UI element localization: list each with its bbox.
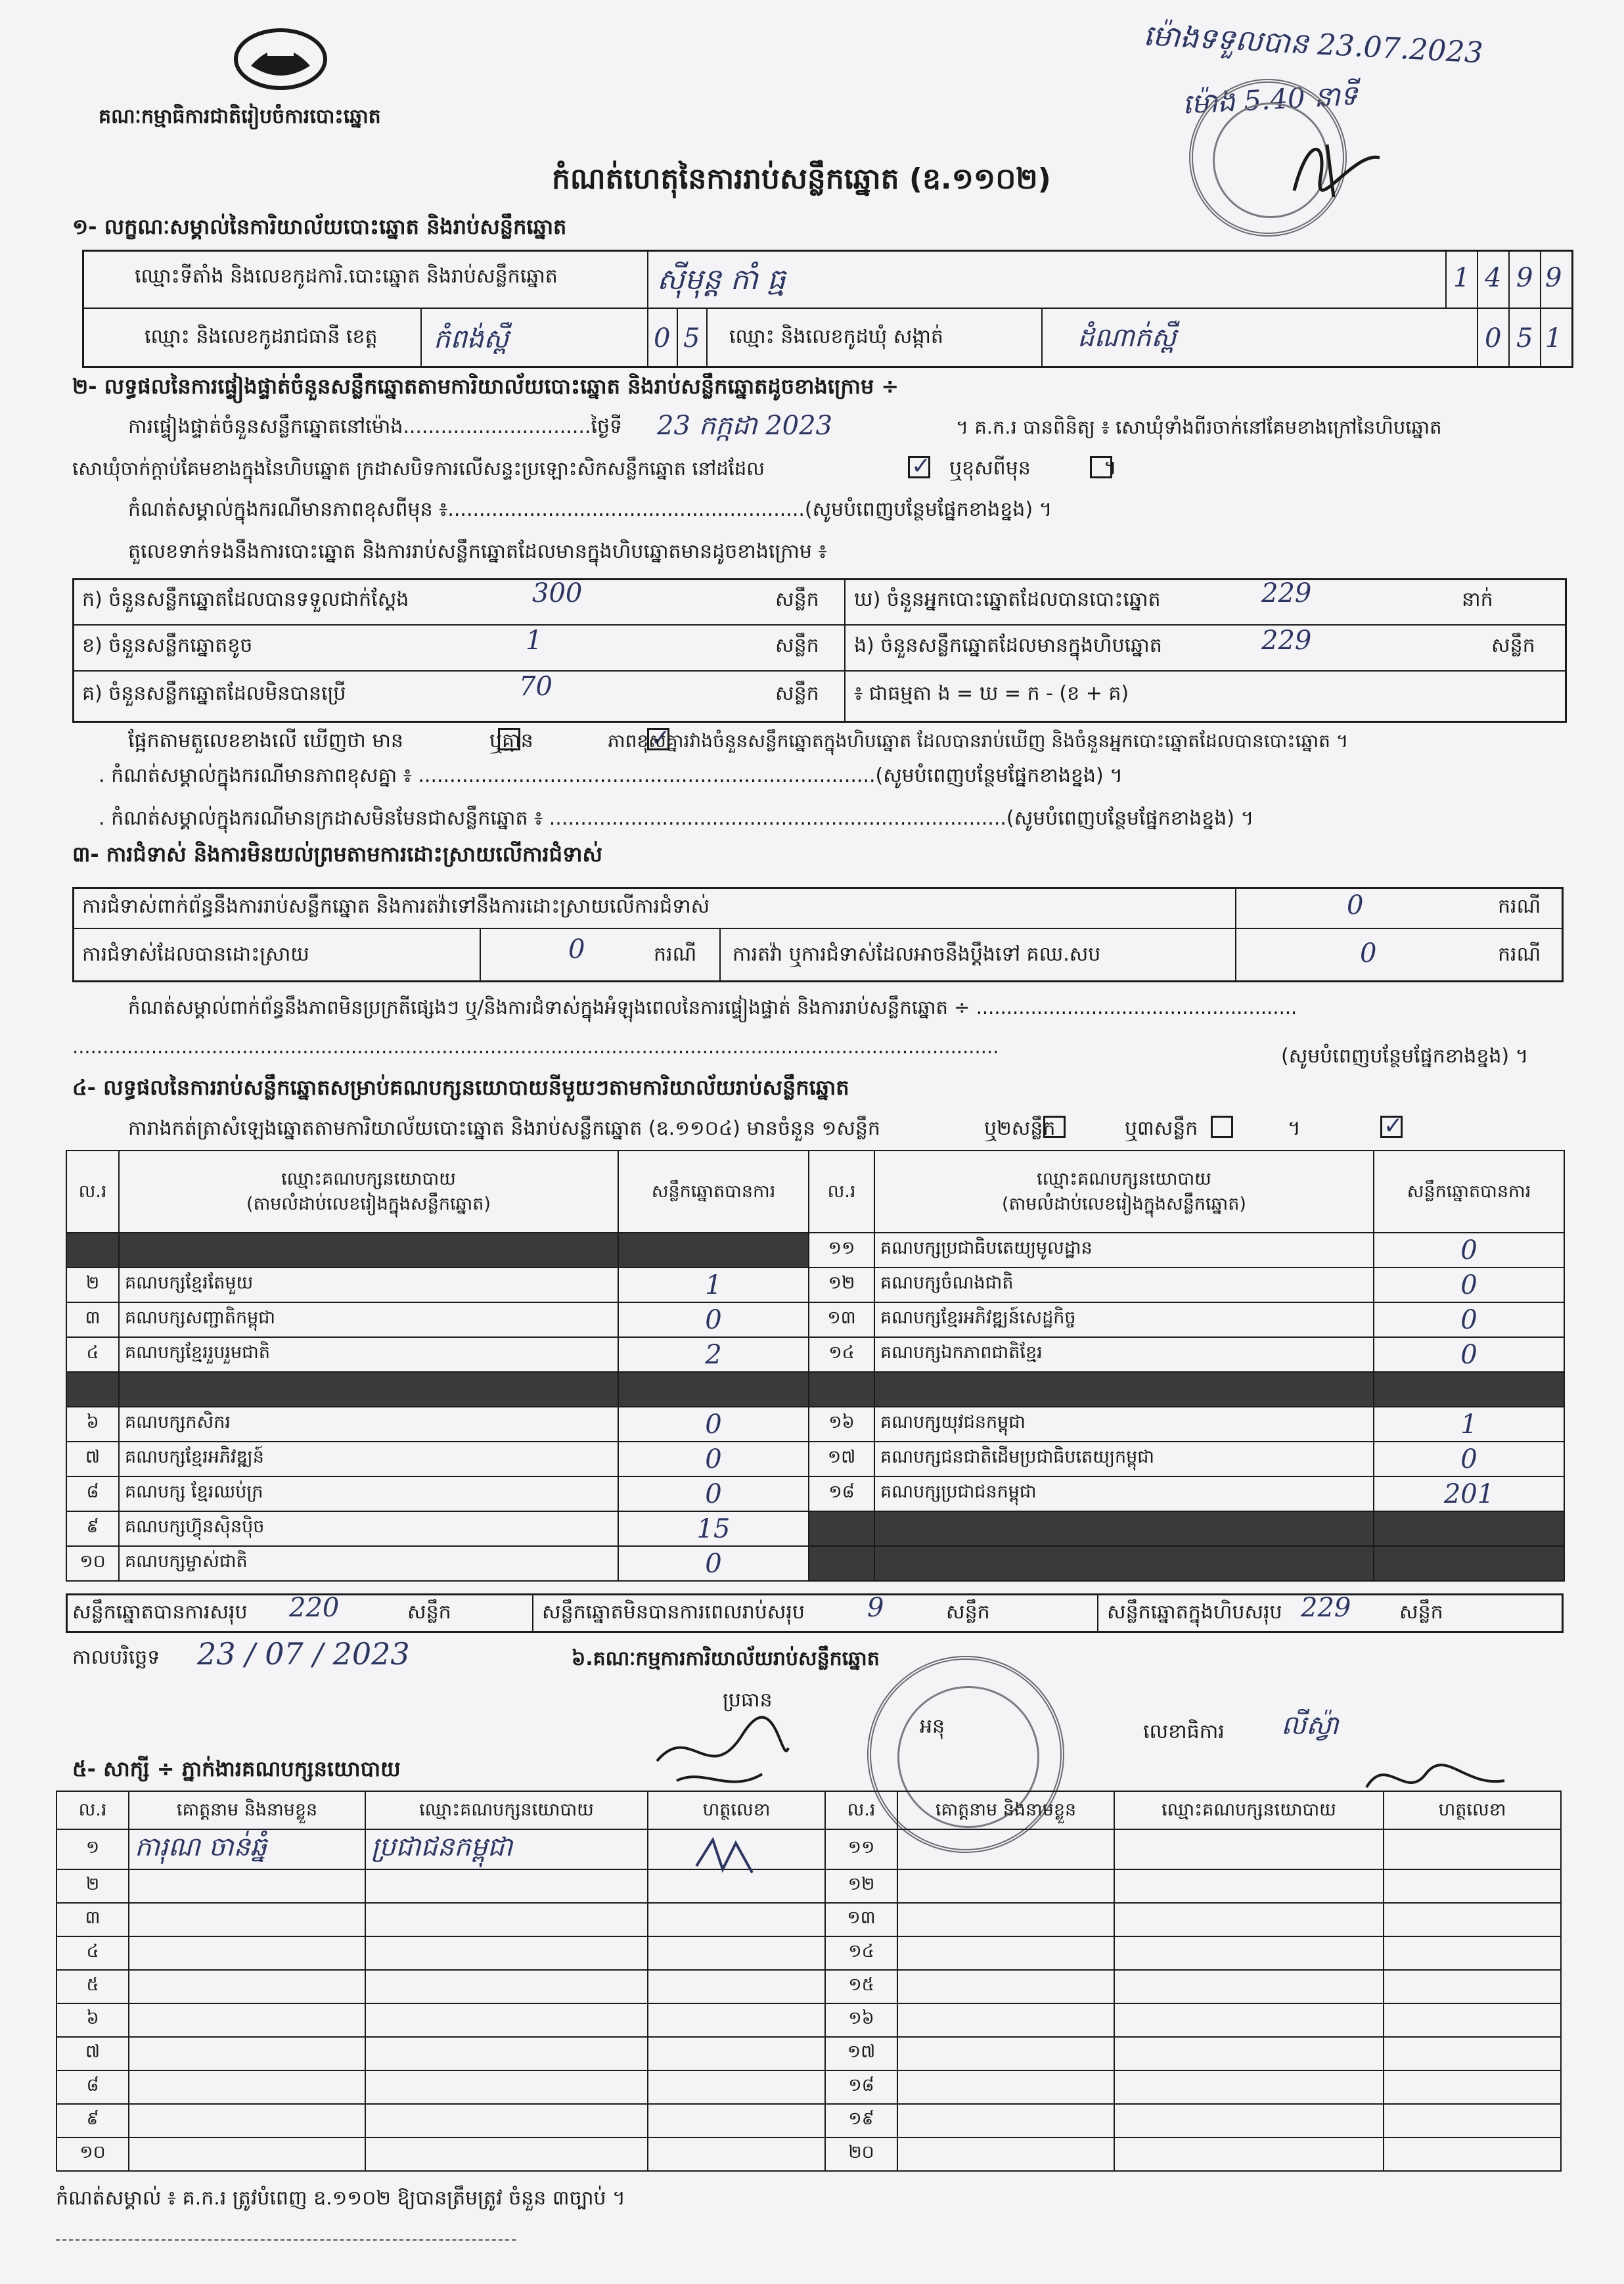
witness-signature <box>690 1833 769 1879</box>
station-code-4: 9 <box>1545 263 1562 293</box>
witness-party-left[interactable] <box>365 2137 648 2171</box>
results-row <box>66 1372 1564 1407</box>
witness-row <box>56 2070 1561 2104</box>
appeal-value: 0 <box>1360 938 1377 969</box>
discrepancy-rest: ភាពខុសគ្នារវាងចំនួនសន្លឹកឆ្នោតក្នុងហិបឆ្នោត ដែលបានរាប់ឃើញ និងចំនួនអ្នកបោះឆ្នោតដែលបានបោះឆ្នោត ។ <box>608 730 1349 752</box>
results-row <box>66 1476 1564 1511</box>
witness-no-right: ១២ <box>825 1869 897 1903</box>
spoiled-ballots-value: 1 <box>526 626 543 656</box>
seal-same-checkbox[interactable] <box>908 456 930 478</box>
witness-name-left[interactable] <box>129 1869 365 1903</box>
witness-sign-right[interactable] <box>1384 2037 1561 2070</box>
witness-party-left[interactable] <box>365 1970 648 2003</box>
seal-line: សោឃុំចាក់ក្ដាប់គែមខាងក្នុងនៃហិបឆ្នោត ក្រដាសបិទការលើសន្ទះប្រឡោះសិកសន្លឹកឆ្នោត នៅដដែល <box>72 457 765 480</box>
right-votes-cell <box>1374 1546 1564 1581</box>
right-name-cell: គណបក្សឯកភាពជាតិខ្មែរ <box>874 1337 1374 1372</box>
station-code-1: 1 <box>1453 263 1470 293</box>
witness-no-left: ៣ <box>56 1903 129 1936</box>
witness-row <box>56 1970 1561 2003</box>
deputy-label: អនុ <box>920 1715 945 1738</box>
commune-code-3: 1 <box>1545 323 1562 354</box>
witness-no-right: ១៣ <box>825 1903 897 1936</box>
witness-row <box>56 1829 1561 1869</box>
witness-sign-right[interactable] <box>1384 2003 1561 2037</box>
witness-name-right[interactable] <box>897 1829 1114 1869</box>
witness-party-right[interactable] <box>1114 1829 1384 1869</box>
left-no-cell: ៣ <box>66 1302 119 1337</box>
witness-party-right[interactable] <box>1114 2037 1384 2070</box>
witness-party-right[interactable] <box>1114 1869 1384 1903</box>
right-no-cell <box>809 1511 874 1546</box>
voters-value: 229 <box>1261 578 1312 608</box>
station-code-3: 9 <box>1516 263 1533 293</box>
station-code-2: 4 <box>1485 263 1502 293</box>
received-ballots-unit: សន្លឹក <box>775 588 819 611</box>
box-ballots-value: 229 <box>1261 626 1312 656</box>
witness-name-left[interactable] <box>129 1936 365 1970</box>
witness-no-left: ៦ <box>56 2003 129 2037</box>
left-no-cell: ៦ <box>66 1407 119 1442</box>
left-name-cell: គណបក្សហ៊្វុនស៊ិនប៉ិច <box>119 1511 618 1546</box>
right-no-cell: ១៨ <box>809 1476 874 1511</box>
document-page: គណៈកម្មាធិការជាតិរៀបចំការបោះឆ្នោត ម៉ោងទទួលបាន 23.07.2023 ម៉ោង 5.40 នាទី កំណត់ហេតុនៃការរាប់សន្លឹកឆ្នោត (ឧ.១១០២) ១- លក្ខណៈសម្គាល់នៃការិយាល័យបោះឆ្នោត និងរាប់សន្លឹកឆ្នោត ឈ្មោះទីតាំង និងលេខកូដការិ.បោះឆ្នោត និងរាប់សន្លឹកឆ្នោត ស៊ីមុន្ត កាំ ធ្ម 1 4 9 9 ឈ្មោះ និងលេខកូដរាជធានី ខេត្ត កំពង់ស្ពឺ 0 5 ឈ្មោះ និងលេខកូដឃុំ សង្កាត់ ដំណាក់ស្ពឺ 0 5 1 ២- លទ្ធផលនៃការផ្ទៀងផ្ទាត់ចំនួនសន្លឹកឆ្នោតតាមការិយាល័យបោះឆ្នោត និងរាប់សន្លឹកឆ្នោតដូចខាងក្រោម ÷ ការផ្ទៀងផ្ទាត់ចំនួនសន្លឹកឆ្នោតនៅម៉ោង..............................ថ្ងៃទី 23 កក្កដា 2023 ។ គ.ក.រ បានពិនិត្យ ៖ សោឃុំទាំងពីរចាក់នៅគែមខាងក្រៅនៃហិបឆ្នោត សោឃុំចាក់ក្ដាប់គែមខាងក្នុងនៃហិបឆ្នោត ក្រដាសបិទការលើសន្ទះប្រឡោះសិកសន្លឹកឆ្នោត នៅដដែល ✓ ឬខុសពីមុន ។ កំណត់សម្គាល់ក្នុងករណីមានភាពខុសពីមុន ៖.........................................................(សូមបំពេញបន្ថែមផ្នែកខាងខ្នង) ។ តួលេខទាក់ទងនឹងការបោះឆ្នោត និងការរាប់សន្លឹកឆ្នោតដែលមានក្នុងហិបឆ្នោតមានដូចខាងក្រោម ៖ ក) ចំនួនសន្លឹកឆ្នោតដែលបានទទួលជាក់ស្ដែង 300 សន្លឹក ខ) ចំនួនសន្លឹកឆ្នោតខូច 1 សន្លឹក គ) ចំនួនសន្លឹកឆ្នោតដែលមិនបានប្រើ 70 សន្លឹក ឃ) ចំនួនអ្នកបោះឆ្នោតដែលបានបោះឆ្នោត 229 នាក់ ង) ចំនួនសន្លឹកឆ្នោតដែលមានក្នុងហិបឆ្នោត 229 សន្លឹក ៖ ជាធម្មតា ង = ឃ = ក - (ខ + គ) ផ្អែកតាមតួលេខខាងលើ ឃើញថា មាន ឬគ្មាន ✓ ភាពខុសគ្នារវាងចំនួនសន្លឹកឆ្នោតក្នុងហិបឆ្នោត ដែលបានរាប់ឃើញ និងចំនួនអ្នកបោះឆ្នោតដែលបានបោះឆ្នោត ។ . កំណត់សម្គាល់ក្នុងករណីមានភាពខុសគ្នា ៖ .........................................................................(សូមបំពេញបន្ថែមផ្នែកខាងខ្នង) ។ . កំណត់សម្គាល់ក្នុងករណីមានក្រដាសមិនមែនជាសន្លឹកឆ្នោត ៖ .........................................................................(សូមបំពេញបន្ថែមផ្នែកខាងខ្នង) ។ ៣- ការជំទាស់ និងការមិនយល់ព្រមតាមការដោះស្រាយលើការជំទាស់ ការជំទាស់ពាក់ព័ន្ធនឹងការរាប់សន្លឹកឆ្នោត និងការតវ៉ាទៅនឹងការដោះស្រាយលើការជំទាស់ 0 ករណី ការជំទាស់ដែលបានដោះស្រាយ 0 ករណី ការតវ៉ា ឬការជំទាស់ដែលអាចនឹងប្ដឹងទៅ គឈ.សប 0 ករណី កំណត់សម្គាល់ពាក់ព័ន្ធនឹងភាពមិនប្រក្រតីផ្សេងៗ ឬ/និងការជំទាស់ក្នុងអំឡុងពេលនៃការផ្ទៀងផ្ទាត់ និងការរាប់សន្លឹកឆ្នោត ÷ ..................................................... ......................................................................................................................................................... (សូមបំពេញបន្ថែមផ្នែកខាងខ្នង) ។ ៤- លទ្ធផលនៃការរាប់សន្លឹកឆ្នោតសម្រាប់គណបក្សនយោបាយនីមួយៗតាមការិយាល័យរាប់សន្លឹកឆ្នោត ការាងកត់ត្រាសំឡេងឆ្នោតតាមការិយាល័យបោះឆ្នោត និងរាប់សន្លឹកឆ្នោត (ឧ.១១០៤) មានចំនួន ១សន្លឹក ឬ២សន្លឹក ឬ៣សន្លឹក ✓ ។ ល.រ ឈ្មោះគណបក្សនយោបាយ (តាមលំដាប់លេខរៀងក្នុងសន្លឹកឆ្នោត) សន្លឹកឆ្នោតបានការ ល.រ ឈ្មោះគណបក្សនយោបាយ (តាមលំដាប់លេខរៀងក្នុងសន្លឹកឆ្នោត) សន្លឹកឆ្នោតបានការ ១១ គណបក្សប្រជាធិបតេយ្យមូលដ្ឋាន 0 ២ គណបក្សខ្មែរតែមួយ 1 ១២ គណបក្សចំណងជាតិ 0 ៣ គណបក្សសញ្ជាតិកម្ពុជា 0 ១៣ គណបក្សខ្មែរអភិវឌ្ឍន៍សេដ្ឋកិច្ច 0 ៤ គណបក្សខ្មែររួបរួមជាតិ 2 ១៤ គណបក្សឯកភាពជាតិខ្មែរ 0 ៦ គណបក្សកសិករ 0 ១៦ គណបក្សយុវជនកម្ពុជា 1 ៧ គណបក្សខ្មែរអភិវឌ្ឍន៍ 0 ១៧ គណបក្សជនជាតិដើមប្រជាធិបតេយ្យកម្ពុជា 0 ៨ គណបក្ស ខ្មែរឈប់ក្រ 0 ១៨ គណបក្សប្រជាជនកម្ពុជា 201 ៩ គណបក្សហ៊្វុនស៊ិនប៉ិច 15 ១០ គណបក្សម្ចាស់ជាតិ 0 សន្លឹកឆ្នោតបានការសរុប 220 សន្លឹក សន្លឹកឆ្នោតមិនបានការពេលរាប់សរុប 9 សន្លឹក សន្លឹកឆ្នោតក្នុងហិបសរុប 229 សន្លឹក កាលបរិច្ឆេទ 23 / 07 / 2023 ៦.គណៈកម្មការការិយាល័យរាប់សន្លឹកឆ្នោត ប្រធាន អនុ លេខាធិការ លីស្វ៉ា ៥- សាក្សី ÷ ភ្នាក់ងារគណបក្សនយោបាយ ល.រ គោត្តនាម និងនាមខ្លួន ឈ្មោះគណបក្សនយោបាយ ហត្ថលេខា ល.រ គោត្តនាម និងនាមខ្លួន ឈ្មោះគណបក្សនយោបាយ ហត្ថលេខា ១ ការុណ ចាន់ឆ្នំ ប្រជាជនកម្ពុជា ១១ ២ ១២ ៣ ១៣ ៤ ១៤ ៥ ១៥ ៦ ១៦ ៧ ១៧ ៨ ១៨ ៩ ១៩ ១០ ២០ កំណត់សម្គាល់ ៖ គ.ក.រ ត្រូវបំពេញ ឧ.១១០២ ឱ្យបានត្រឹមត្រូវ ចំនួន ៣ច្បាប់ ។ <box>0 0 1624 2284</box>
col-party-right: ឈ្មោះគណបក្សនយោបាយ (តាមលំដាប់លេខរៀងក្នុងសន្លឹកឆ្នោត) <box>874 1151 1374 1233</box>
left-votes-cell: 0 <box>618 1407 809 1442</box>
witness-no-right: ១៦ <box>825 2003 897 2037</box>
resolved-unit: ករណី <box>654 943 697 966</box>
left-votes-cell: 15 <box>618 1511 809 1546</box>
verify-date-value: 23 កក្កដា 2023 <box>657 411 832 441</box>
witness-sign-left[interactable] <box>648 2070 825 2104</box>
tally-2-checkbox[interactable] <box>1211 1116 1233 1138</box>
received-time-note: ម៉ោង 5.40 នាទី <box>1181 79 1359 120</box>
witness-no-left: ២ <box>56 1869 129 1903</box>
right-no-cell <box>809 1372 874 1407</box>
party-results-table <box>66 1150 1565 1582</box>
witness-party-left[interactable] <box>365 2037 648 2070</box>
witness-sign-left[interactable] <box>648 2037 825 2070</box>
witness-row <box>56 1936 1561 1970</box>
witness-sign-left[interactable] <box>648 1903 825 1936</box>
left-no-cell: ៩ <box>66 1511 119 1546</box>
spoiled-ballots-unit: សន្លឹក <box>775 634 819 657</box>
witness-row <box>56 2104 1561 2137</box>
witness-row <box>56 2003 1561 2037</box>
unused-ballots-value: 70 <box>519 672 553 702</box>
resolved-label: ការជំទាស់ដែលបានដោះស្រាយ <box>82 943 309 966</box>
secretary-name: លីស្វ៉ា <box>1281 1710 1340 1741</box>
objection-total-label: ការជំទាស់ពាក់ព័ន្ធនឹងការរាប់សន្លឹកឆ្នោត និងការតវ៉ាទៅនឹងការដោះស្រាយលើការជំទាស់ <box>82 895 710 918</box>
province-value: កំពង់ស្ពឺ <box>434 324 509 354</box>
right-votes-cell: 0 <box>1374 1233 1564 1268</box>
commune-value: ដំណាក់ស្ពឺ <box>1077 323 1177 353</box>
total-valid-unit: សន្លឹក <box>407 1601 451 1624</box>
total-box-value: 229 <box>1301 1593 1351 1623</box>
witness-sign-left[interactable] <box>648 1970 825 2003</box>
left-no-cell: ៤ <box>66 1337 119 1372</box>
witness-no-right: ១៥ <box>825 1970 897 2003</box>
results-row <box>66 1442 1564 1476</box>
resolved-value: 0 <box>568 934 585 965</box>
witness-no-left: ៤ <box>56 1936 129 1970</box>
total-invalid-value: 9 <box>867 1593 884 1623</box>
w-col-sign-right: ហត្ថលេខា <box>1384 1791 1561 1829</box>
col-no-left: ល.រ <box>66 1151 119 1233</box>
committee-label: ៦.គណៈកម្មការការិយាល័យរាប់សន្លឹកឆ្នោត <box>572 1647 880 1670</box>
irregularity-note-end: (សូមបំពេញបន្ថែមផ្នែកខាងខ្នង) ។ <box>1281 1045 1529 1068</box>
witness-sign-right[interactable] <box>1384 2137 1561 2171</box>
witness-name-left[interactable] <box>129 2037 365 2070</box>
seal-note-line: កំណត់សម្គាល់ក្នុងករណីមានភាពខុសពីមុន ៖.........................................................(សូមបំពេញបន្ថែមផ្នែកខាងខ្នង) ។ <box>128 498 1052 521</box>
right-no-cell: ១៦ <box>809 1407 874 1442</box>
right-no-cell: ១៣ <box>809 1302 874 1337</box>
right-votes-cell: 0 <box>1374 1302 1564 1337</box>
witness-sign-left[interactable] <box>648 2137 825 2171</box>
left-votes-cell <box>618 1233 809 1268</box>
results-row <box>66 1511 1564 1546</box>
voters-unit: នាក់ <box>1462 588 1493 611</box>
total-valid-label: សន្លឹកឆ្នោតបានការសរុប <box>72 1601 248 1624</box>
w-col-sign-left: ហត្ថលេខា <box>648 1791 825 1829</box>
commune-code-1: 0 <box>1485 323 1502 354</box>
right-no-cell: ១១ <box>809 1233 874 1268</box>
witness-sign-right[interactable] <box>1384 2104 1561 2137</box>
results-row <box>66 1407 1564 1442</box>
spoiled-ballots-label: ខ) ចំនួនសន្លឹកឆ្នោតខូច <box>82 634 253 657</box>
witness-name-right[interactable] <box>897 2003 1114 2037</box>
witness-no-right: ១៨ <box>825 2070 897 2104</box>
discrepancy-no-label: ឬគ្មាន <box>489 729 533 752</box>
tally-2-label: ឬ២សន្លឹក <box>984 1117 1056 1140</box>
section4-heading: ៤- លទ្ធផលនៃការរាប់សន្លឹកឆ្នោតសម្រាប់គណបក្សនយោបាយនីមួយៗតាមការិយាល័យរាប់សន្លឹកឆ្នោត <box>72 1075 849 1100</box>
received-ballots-label: ក) ចំនួនសន្លឹកឆ្នោតដែលបានទទួលជាក់ស្ដែង <box>82 588 409 611</box>
right-name-cell <box>874 1511 1374 1546</box>
right-name-cell: គណបក្សប្រជាធិបតេយ្យមូលដ្ឋាន <box>874 1233 1374 1268</box>
chair-label: ប្រធាន <box>723 1689 773 1712</box>
total-invalid-label: សន្លឹកឆ្នោតមិនបានការពេលរាប់សរុប <box>542 1601 805 1624</box>
box-ballots-unit: សន្លឹក <box>1491 634 1535 657</box>
w-col-party-right: ឈ្មោះគណបក្សនយោបាយ <box>1114 1791 1384 1829</box>
witness-name-right[interactable] <box>897 1936 1114 1970</box>
right-name-cell: គណបក្សខ្មែរអភិវឌ្ឍន៍សេដ្ឋកិច្ច <box>874 1302 1374 1337</box>
witness-name-left[interactable] <box>129 2070 365 2104</box>
discrepancy-note: . កំណត់សម្គាល់ក្នុងករណីមានភាពខុសគ្នា ៖ .........................................................................(សូមបំពេញបន្ថែមផ្នែកខាងខ្នង) ។ <box>99 764 1123 787</box>
voters-label: ឃ) ចំនួនអ្នកបោះឆ្នោតដែលបានបោះឆ្នោត <box>854 588 1161 611</box>
verify-line-end: ។ គ.ក.រ បានពិនិត្យ ៖ សោឃុំទាំងពីរចាក់នៅគែមខាងក្រៅនៃហិបឆ្នោត <box>956 416 1442 438</box>
results-row <box>66 1233 1564 1268</box>
left-name-cell: គណបក្សសញ្ជាតិកម្ពុជា <box>119 1302 618 1337</box>
station-name-value: ស៊ីមុន្ត កាំ ធ្ម <box>657 263 786 296</box>
col-no-right: ល.រ <box>809 1151 874 1233</box>
results-row <box>66 1268 1564 1302</box>
witness-no-left: ១ <box>56 1829 129 1869</box>
total-valid-value: 220 <box>289 1593 340 1623</box>
unused-ballots-unit: សន្លឹក <box>775 682 819 705</box>
witness-no-right: ១៧ <box>825 2037 897 2070</box>
discrepancy-line: ផ្អែកតាមតួលេខខាងលើ ឃើញថា មាន <box>128 729 403 752</box>
witness-party-left[interactable] <box>365 2070 648 2104</box>
received-ballots-value: 300 <box>532 578 583 608</box>
witness-name-left[interactable] <box>129 2003 365 2037</box>
objection-total-unit: ករណី <box>1498 895 1541 918</box>
witness-party-left[interactable]: ប្រជាជនកម្ពុជា <box>365 1829 648 1869</box>
total-box-unit: សន្លឹក <box>1399 1601 1443 1624</box>
witness-no-left: ១០ <box>56 2137 129 2171</box>
witness-name-left[interactable] <box>129 1970 365 2003</box>
emblem-logo-icon <box>231 26 330 92</box>
witness-name-right[interactable] <box>897 2037 1114 2070</box>
witness-party-left[interactable] <box>365 1903 648 1936</box>
appeal-label: ការតវ៉ា ឬការជំទាស់ដែលអាចនឹងប្ដឹងទៅ គឈ.សប <box>733 943 1101 966</box>
witness-no-left: ៧ <box>56 2037 129 2070</box>
witness-sign-left[interactable] <box>648 2003 825 2037</box>
date-label: កាលបរិច្ឆេទ <box>72 1646 160 1669</box>
left-name-cell: គណបក្សខ្មែររួបរួមជាតិ <box>119 1337 618 1372</box>
left-name-cell: គណបក្សម្ចាស់ជាតិ <box>119 1546 618 1581</box>
left-votes-cell: 2 <box>618 1337 809 1372</box>
witness-no-left: ៨ <box>56 2070 129 2104</box>
appeal-unit: ករណី <box>1498 943 1541 966</box>
col-votes-left: សន្លឹកឆ្នោតបានការ <box>618 1151 809 1233</box>
left-no-cell: ២ <box>66 1268 119 1302</box>
footer-note: កំណត់សម្គាល់ ៖ គ.ក.រ ត្រូវបំពេញ ឧ.១១០២ ឱ្យបានត្រឹមត្រូវ ចំនួន ៣ច្បាប់ ។ <box>56 2187 625 2210</box>
chair-signature <box>650 1708 795 1800</box>
province-code-2: 5 <box>683 323 700 354</box>
right-name-cell: គណបក្សចំណងជាតិ <box>874 1268 1374 1302</box>
right-name-cell: គណបក្សជនជាតិដើមប្រជាធិបតេយ្យកម្ពុជា <box>874 1442 1374 1476</box>
commune-label: ឈ្មោះ និងលេខកូដឃុំ សង្កាត់ <box>729 325 943 348</box>
witness-party-right[interactable] <box>1114 2003 1384 2037</box>
right-name-cell: គណបក្សប្រជាជនកម្ពុជា <box>874 1476 1374 1511</box>
left-name-cell <box>119 1372 618 1407</box>
witness-name-left[interactable] <box>129 2104 365 2137</box>
witness-sign-right[interactable] <box>1384 2070 1561 2104</box>
witness-sign-right[interactable] <box>1384 1903 1561 1936</box>
left-no-cell: ៨ <box>66 1476 119 1511</box>
right-no-cell: ១៤ <box>809 1337 874 1372</box>
witness-party-left[interactable] <box>365 2104 648 2137</box>
witness-name-left[interactable]: ការុណ ចាន់ឆ្នំ <box>129 1829 365 1869</box>
witness-name-right[interactable] <box>897 2070 1114 2104</box>
formula-note: ៖ ជាធម្មតា ង = ឃ = ក - (ខ + គ) <box>854 682 1129 705</box>
witness-party-right[interactable] <box>1114 2070 1384 2104</box>
witness-no-right: ២០ <box>825 2137 897 2171</box>
right-no-cell <box>809 1546 874 1581</box>
witness-name-right[interactable] <box>897 1903 1114 1936</box>
commune-code-2: 5 <box>1516 323 1533 354</box>
section5-heading: ៥- សាក្សី ÷ ភ្នាក់ងារគណបក្សនយោបាយ <box>72 1756 401 1781</box>
witness-row <box>56 2137 1561 2171</box>
right-votes-cell: 0 <box>1374 1337 1564 1372</box>
left-votes-cell: 0 <box>618 1302 809 1337</box>
results-row <box>66 1337 1564 1372</box>
witness-no-right: ១៩ <box>825 2104 897 2137</box>
w-col-party-left: ឈ្មោះគណបក្សនយោបាយ <box>365 1791 648 1829</box>
right-votes-cell: 201 <box>1374 1476 1564 1511</box>
witness-no-right: ១១ <box>825 1829 897 1869</box>
signature-top <box>1281 131 1399 204</box>
witness-name-right[interactable] <box>897 2137 1114 2171</box>
witness-row <box>56 1869 1561 1903</box>
witness-party-left[interactable] <box>365 2003 648 2037</box>
date-value: 23 / 07 / 2023 <box>197 1636 410 1672</box>
right-no-cell: ១២ <box>809 1268 874 1302</box>
witness-row <box>56 2037 1561 2070</box>
tally-3-label: ឬ៣សន្លឹក <box>1125 1117 1198 1140</box>
witness-sign-right[interactable] <box>1384 1936 1561 1970</box>
section3-heading: ៣- ការជំទាស់ និងការមិនយល់ព្រមតាមការដោះស្រាយលើការជំទាស់ <box>72 842 602 867</box>
left-no-cell <box>66 1233 119 1268</box>
non-ballot-note: . កំណត់សម្គាល់ក្នុងករណីមានក្រដាសមិនមែនជាសន្លឹកឆ្នោត ៖ .........................................................................(សូមបំពេញបន្ថែមផ្នែកខាងខ្នង) ។ <box>99 807 1254 830</box>
seal-changed-label: ឬខុសពីមុន <box>949 457 1031 480</box>
w-col-no-right: ល.រ <box>825 1791 897 1829</box>
witness-party-left[interactable] <box>365 1869 648 1903</box>
witness-sign-right[interactable] <box>1384 1829 1561 1869</box>
right-no-cell: ១៧ <box>809 1442 874 1476</box>
unused-ballots-label: គ) ចំនួនសន្លឹកឆ្នោតដែលមិនបានប្រើ <box>82 682 346 705</box>
w-col-name-left: គោត្តនាម និងនាមខ្លួន <box>129 1791 365 1829</box>
figures-intro: តួលេខទាក់ទងនឹងការបោះឆ្នោត និងការរាប់សន្លឹកឆ្នោតដែលមានក្នុងហិបឆ្នោតមានដូចខាងក្រោម ៖ <box>128 540 827 563</box>
right-name-cell <box>874 1546 1374 1581</box>
witness-name-right[interactable] <box>897 1869 1114 1903</box>
witness-sign-right[interactable] <box>1384 1970 1561 2003</box>
left-name-cell: គណបក្សកសិករ <box>119 1407 618 1442</box>
left-no-cell: ៧ <box>66 1442 119 1476</box>
witness-table <box>56 1791 1562 2172</box>
station-name-label: ឈ្មោះទីតាំង និងលេខកូដការិ.បោះឆ្នោត និងរាប់សន្លឹកឆ្នោត <box>135 265 558 288</box>
received-date-note: ម៉ោងទទួលបាន 23.07.2023 <box>1142 18 1484 70</box>
tally-sheet-line: ការាងកត់ត្រាសំឡេងឆ្នោតតាមការិយាល័យបោះឆ្នោត និងរាប់សន្លឹកឆ្នោត (ឧ.១១០៤) មានចំនួន ១សន្លឹក <box>128 1117 880 1140</box>
verify-time-line: ការផ្ទៀងផ្ទាត់ចំនួនសន្លឹកឆ្នោតនៅម៉ោង..............................ថ្ងៃទី <box>128 415 623 438</box>
right-votes-cell <box>1374 1511 1564 1546</box>
right-name-cell <box>874 1372 1374 1407</box>
witness-name-right[interactable] <box>897 2104 1114 2137</box>
right-votes-cell: 1 <box>1374 1407 1564 1442</box>
results-row <box>66 1302 1564 1337</box>
w-col-no-left: ល.រ <box>56 1791 129 1829</box>
witness-sign-right[interactable] <box>1384 1869 1561 1903</box>
right-name-cell: គណបក្សយុវជនកម្ពុជា <box>874 1407 1374 1442</box>
witness-sign-left[interactable] <box>648 2104 825 2137</box>
org-name: គណៈកម្មាធិការជាតិរៀបចំការបោះឆ្នោត <box>99 105 381 128</box>
left-votes-cell <box>618 1372 809 1407</box>
left-name-cell: គណបក្សខ្មែរតែមួយ <box>119 1268 618 1302</box>
section2-heading: ២- លទ្ធផលនៃការផ្ទៀងផ្ទាត់ចំនួនសន្លឹកឆ្នោតតាមការិយាល័យបោះឆ្នោត និងរាប់សន្លឹកឆ្នោតដូចខាងក្រោម ÷ <box>72 374 899 399</box>
left-no-cell <box>66 1372 119 1407</box>
witness-row <box>56 1903 1561 1936</box>
witness-no-left: ៥ <box>56 1970 129 2003</box>
left-no-cell: ១០ <box>66 1546 119 1581</box>
witness-party-right[interactable] <box>1114 2104 1384 2137</box>
right-votes-cell: 0 <box>1374 1268 1564 1302</box>
col-votes-right: សន្លឹកឆ្នោតបានការ <box>1374 1151 1564 1233</box>
col-party-left: ឈ្មោះគណបក្សនយោបាយ (តាមលំដាប់លេខរៀងក្នុងសន្លឹកឆ្នោត) <box>119 1151 618 1233</box>
w-col-name-right: គោត្តនាម និងនាមខ្លួន <box>897 1791 1114 1829</box>
left-name-cell: គណបក្សខ្មែរអភិវឌ្ឍន៍ <box>119 1442 618 1476</box>
tally-3-checkbox[interactable] <box>1380 1116 1403 1138</box>
province-code-1: 0 <box>654 323 671 354</box>
left-name-cell <box>119 1233 618 1268</box>
witness-name-left[interactable] <box>129 1903 365 1936</box>
form-title: កំណត់ហេតុនៃការរាប់សន្លឹកឆ្នោត (ឧ.១១០២) <box>552 162 1051 196</box>
left-votes-cell: 1 <box>618 1268 809 1302</box>
total-invalid-unit: សន្លឹក <box>946 1601 990 1624</box>
box-ballots-label: ង) ចំនួនសន្លឹកឆ្នោតដែលមានក្នុងហិបឆ្នោត <box>854 634 1162 657</box>
irregularity-note: កំណត់សម្គាល់ពាក់ព័ន្ធនឹងភាពមិនប្រក្រតីផ្សេងៗ ឬ/និងការជំទាស់ក្នុងអំឡុងពេលនៃការផ្ទៀងផ្ទាត់ និងការរាប់សន្លឹកឆ្នោត ÷ ..................................................... <box>128 996 1297 1018</box>
left-votes-cell: 0 <box>618 1546 809 1581</box>
left-votes-cell: 0 <box>618 1476 809 1511</box>
right-votes-cell: 0 <box>1374 1442 1564 1476</box>
witness-name-left[interactable] <box>129 2137 365 2171</box>
witness-party-right[interactable] <box>1114 1936 1384 1970</box>
witness-party-right[interactable] <box>1114 1970 1384 2003</box>
witness-party-right[interactable] <box>1114 2137 1384 2171</box>
left-name-cell: គណបក្ស ខ្មែរឈប់ក្រ <box>119 1476 618 1511</box>
witness-no-right: ១៤ <box>825 1936 897 1970</box>
witness-sign-left[interactable] <box>648 1936 825 1970</box>
objection-total-value: 0 <box>1347 890 1364 921</box>
results-row <box>66 1546 1564 1581</box>
section1-heading: ១- លក្ខណៈសម្គាល់នៃការិយាល័យបោះឆ្នោត និងរាប់សន្លឹកឆ្នោត <box>72 214 567 239</box>
witness-party-left[interactable] <box>365 1936 648 1970</box>
total-box-label: សន្លឹកឆ្នោតក្នុងហិបសរុប <box>1107 1601 1282 1624</box>
witness-party-right[interactable] <box>1114 1903 1384 1936</box>
witness-no-left: ៩ <box>56 2104 129 2137</box>
right-votes-cell <box>1374 1372 1564 1407</box>
secretary-label: លេខាធិការ <box>1143 1720 1225 1743</box>
province-label: ឈ្មោះ និងលេខកូដរាជធានី ខេត្ត <box>145 325 378 348</box>
witness-name-right[interactable] <box>897 1970 1114 2003</box>
left-votes-cell: 0 <box>618 1442 809 1476</box>
